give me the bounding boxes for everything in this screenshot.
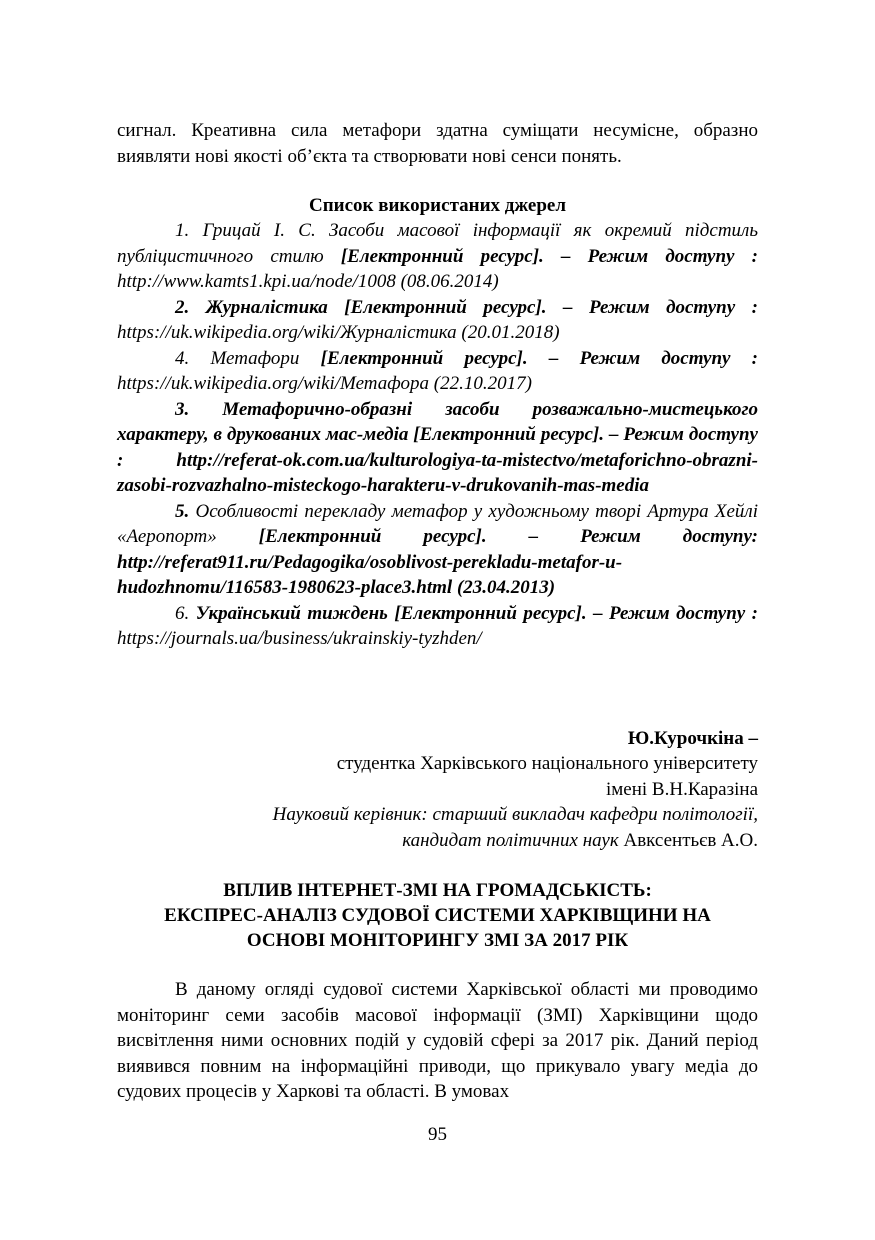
reference-item [117,218,758,295]
ref-resource: [Електронний ресурс]. – Режим доступу : [320,347,758,369]
page-number: 95 [428,1124,447,1145]
advisor-line: Науковий керівник: старший викладач кафедри політології, [272,804,758,825]
references-heading: Список використаних джерел [308,195,567,216]
ref-resource: [Електронний ресурс]. – Режим доступу: http://referat911.ru/Pedagogika/osoblivost-perekladu-metafor-u-hudozhnomu/116583-1980623-place3.html (23.04.2013) [117,526,758,598]
author-affiliation-2: імені В.Н.Каразіна [606,778,758,800]
title-line: ЕКСПРЕС-АНАЛІЗ СУДОВОЇ СИСТЕМИ ХАРКІВЩИНИ НА [164,905,711,926]
author-affiliation: студентка Харківського національного університету [336,753,758,774]
ref-number: 6. [175,602,196,624]
advisor-line-2 [117,828,758,854]
reference-item [117,601,758,652]
ref-resource: 2. Журналістика [Електронний ресурс]. – Режим доступу : [175,296,758,318]
reference-item [117,295,758,346]
ref-url: https://uk.wikipedia.org/wiki/Метафора (22.10.2017) [117,373,532,394]
text-column [117,118,758,1105]
reference-item [117,499,758,601]
article-title [117,878,758,953]
author-name: Ю.Курочкіна – [627,727,758,749]
intro-paragraph: сигнал. Креативна сила метафори здатна суміщати несумісне, образно виявляти нові якості об’єкта та створювати нові сенси понять. [117,120,758,167]
ref-resource: 3. Метафорично-образні засоби розважально-мистецького характеру, в друкованих мас-медіа [Електронний ресурс]. – Режим доступу : http://referat-ok.com.ua/kulturologiya-ta-mistectvo/metaforichno-obrazni-zasobi-rozvazhalno-misteckogo-harakteru-v-drukovanih-mas-media [117,398,758,496]
ref-text: Особливості перекладу метафор у художньому творі Артура Хейлі «Аеропорт» [117,500,758,547]
ref-text: 1. Грицай І. С. Засоби масової інформації як окремий підстиль публіцистичного стилю [117,220,758,267]
title-line: ОСНОВІ МОНІТОРИНГУ ЗМІ ЗА 2017 РІК [246,930,629,951]
ref-resource: Український тиждень [Електронний ресурс]. – Режим доступу : [195,602,759,624]
title-line: ВПЛИВ ІНТЕРНЕТ-ЗМІ НА ГРОМАДСЬКІСТЬ: [223,880,652,901]
ref-resource: [Електронний ресурс]. – Режим доступу : [340,245,758,267]
ref-text: 4. Метафори [175,347,321,369]
ref-number: 5. [175,500,196,522]
ref-url: http://www.kamts1.kpi.ua/node/1008 (08.06.2014) [117,271,499,292]
advisor-name: Авксентьєв А.О. [623,829,758,851]
reference-item [117,397,758,499]
reference-item [117,346,758,397]
ref-url: https://journals.ua/business/ukrainskiy-tyzhden/ [117,628,482,649]
ref-url: https://uk.wikipedia.org/wiki/Журналістика (20.01.2018) [117,322,560,343]
advisor-degree: кандидат політичних наук [402,829,624,851]
body-paragraph: В даному огляді судової системи Харківської області ми проводимо моніторинг семи засобів масової інформації (ЗМІ) Харківщини щодо висвітлення ними основних подій у судовій сфері за 2017 рік. Даний період виявився повним на інформаційні приводи, що прикувало увагу медіа до судових процесів у Харкові та області. В умовах [117,979,758,1102]
author-block [117,726,758,854]
